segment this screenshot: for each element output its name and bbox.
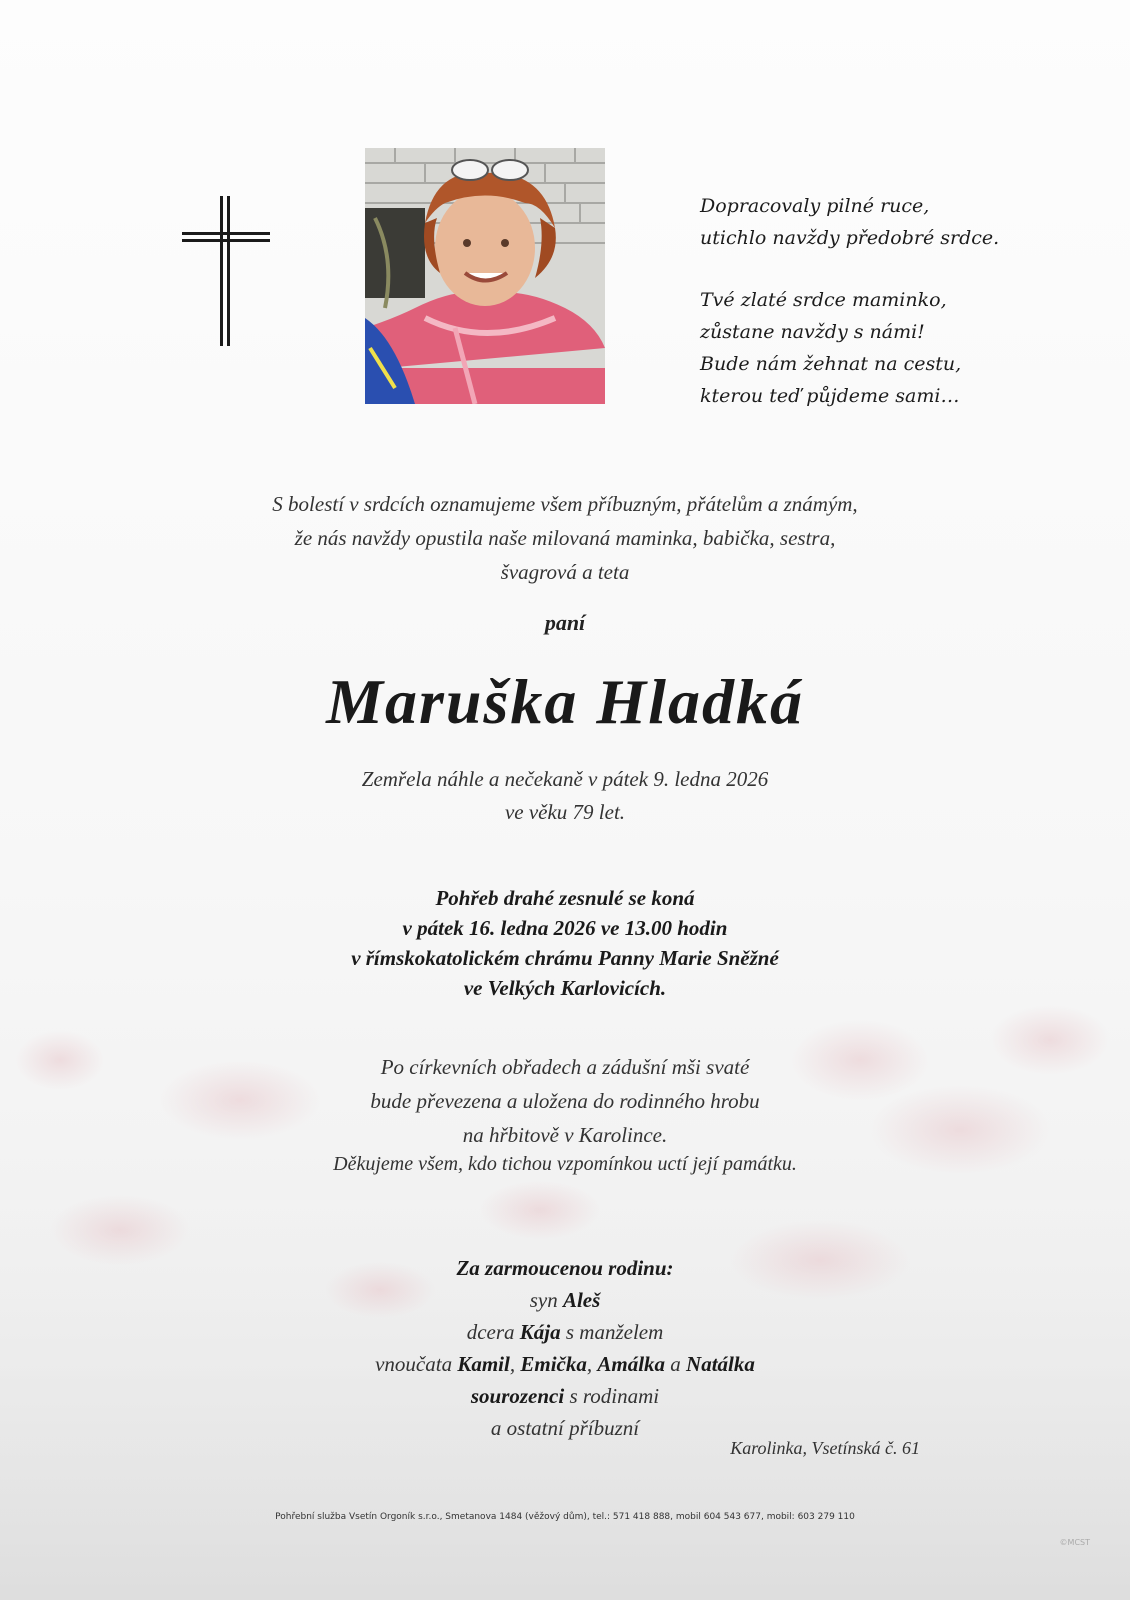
- son-prefix: syn: [529, 1288, 558, 1312]
- daughter-suffix: s manželem: [565, 1320, 664, 1344]
- cross-icon: [182, 196, 270, 346]
- family-son: [150, 1284, 980, 1316]
- poem-line: Dopracovaly pilné ruce,: [700, 195, 930, 217]
- intro-line: že nás navždy opustila naše milovaná maminka, babička, sestra,: [294, 526, 836, 550]
- thanks-text: Děkujeme všem, kdo tichou vzpomínkou uctí její památku.: [333, 1153, 797, 1175]
- funeral-line: Pohřeb drahé zesnulé se koná: [435, 886, 695, 910]
- address: Karolinka, Vsetínská č. 61: [730, 1438, 920, 1458]
- poem: [700, 190, 1080, 442]
- grandchild-name: Emička: [520, 1352, 587, 1376]
- poem-stanza: [700, 190, 1080, 254]
- ceremony-line: na hřbitově v Karolince.: [462, 1123, 668, 1147]
- death-line: ve věku 79 let.: [504, 800, 626, 824]
- grandchild-name: Kamil: [457, 1352, 510, 1376]
- daughter-name: Kája: [519, 1320, 561, 1344]
- intro-line: S bolestí v srdcích oznamujeme všem příbuzným, přátelům a známým,: [272, 492, 858, 516]
- funeral-line: v pátek 16. ledna 2026 ve 13.00 hodin: [402, 916, 728, 940]
- intro-line: švagrová a teta: [500, 560, 630, 584]
- title-word: paní: [544, 610, 586, 635]
- ceremony-line: bude převezena a uložena do rodinného hrobu: [370, 1089, 760, 1113]
- family-list: [150, 1252, 980, 1444]
- poem-line: kterou teď půjdeme sami…: [700, 385, 960, 407]
- family-heading: Za zarmoucenou rodinu:: [456, 1256, 674, 1280]
- family-daughter: [150, 1316, 980, 1348]
- son-name: Aleš: [562, 1288, 601, 1312]
- poem-line: Bude nám žehnat na cestu,: [700, 353, 962, 375]
- daughter-prefix: dcera: [466, 1320, 515, 1344]
- ceremony-info: [150, 1050, 980, 1152]
- funeral-line: ve Velkých Karlovicích.: [463, 976, 667, 1000]
- poem-line: Tvé zlaté srdce maminko,: [700, 289, 947, 311]
- family-others: a ostatní příbuzní: [490, 1416, 640, 1440]
- death-info: [150, 763, 980, 829]
- portrait-photo: [365, 148, 605, 404]
- ceremony-line: Po církevních obřadech a zádušní mši svaté: [380, 1055, 750, 1079]
- family-grandchildren: vnoučata Kamil, Emička, Amálka a Natálka: [375, 1352, 755, 1376]
- watermark: ©MCST: [1059, 1538, 1090, 1547]
- poem-stanza: [700, 284, 1080, 412]
- family-siblings: [150, 1380, 980, 1412]
- deceased-name: Maruška Hladká: [326, 666, 804, 737]
- siblings-label: sourozenci: [470, 1384, 565, 1408]
- funeral-line: v římskokatolickém chrámu Panny Marie Sněžné: [351, 946, 779, 970]
- grandchild-name: Amálka: [597, 1352, 666, 1376]
- grandchild-name: Natálka: [686, 1352, 755, 1376]
- grandchildren-prefix: vnoučata: [375, 1352, 453, 1376]
- death-line: Zemřela náhle a nečekaně v pátek 9. ledna 2026: [361, 767, 769, 791]
- poem-line: zůstane navždy s námi!: [700, 321, 925, 343]
- announcement-intro: [150, 487, 980, 589]
- siblings-suffix: s rodinami: [569, 1384, 660, 1408]
- funeral-info: [150, 883, 980, 1003]
- poem-line: utichlo navždy předobré srdce.: [700, 227, 1000, 249]
- footer-funeral-service: Pohřební služba Vsetín Orgoník s.r.o., Smetanova 1484 (věžový dům), tel.: 571 418 888, mobil 604 543 677, mobil: 603 279 110: [275, 1512, 855, 1522]
- conjunction: a: [670, 1352, 681, 1376]
